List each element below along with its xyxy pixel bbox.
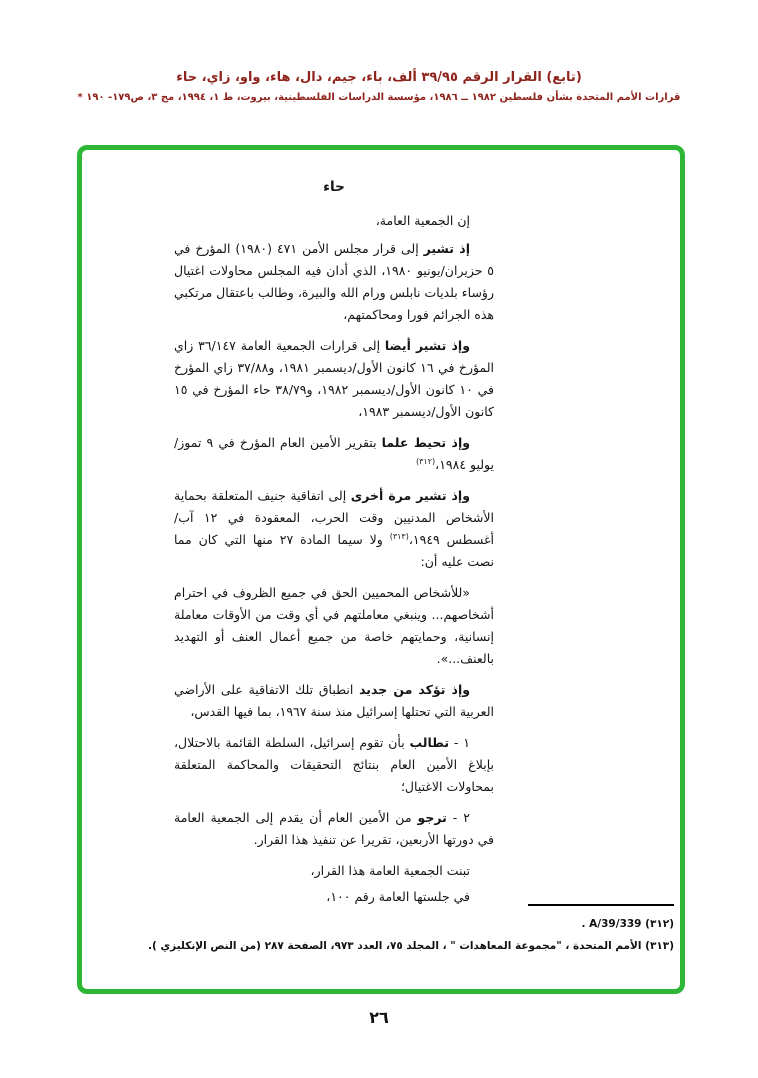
paragraph-text: من الأمين العام أن يقدم إلى الجمعية العامة في دورتها الأربعين، تقريرا عن تنفيذ هذا القرار. <box>174 810 494 847</box>
footnote-number: (٣١٢) <box>645 918 674 930</box>
section-heading: حاء <box>323 179 345 195</box>
footnote-text: A/39/339 . <box>581 918 642 930</box>
quoted-article-text: «للأشخاص المحميين الحق في جميع الظروف في احترام أشخاصهم... وينبغي معاملتهم في أي وقت من الأوقات معاملة إنسانية، وحمايتهم خاصة من جميع أعمال العنف أو التهديد بالعنف...». <box>174 585 494 666</box>
operative-lead: تطالب <box>409 735 450 750</box>
adoption-line-1: تبنت الجمعية العامة هذا القرار، <box>310 863 470 878</box>
adoption-line-2: في جلستها العامة رقم ١٠٠، <box>326 889 470 904</box>
footnote-text: الأمم المتحدة ، "مجموعة المعاهدات " ، المجلد ٧٥، العدد ٩٧٣، الصفحة ٢٨٧ (من النص الإنكليزي ). <box>148 940 642 952</box>
footnote-ref-313: (٣١٣) <box>389 531 409 541</box>
footnote-number: (٣١٣) <box>645 940 674 952</box>
preambular-lead: وإذ تؤكد من جديد <box>359 682 470 697</box>
preambular-paragraph-5 <box>174 679 494 723</box>
paragraph-text: بأن تقوم إسرائيل، السلطة القائمة بالاحتلال، بإبلاغ الأمين العام بنتائج التحقيقات والمحاكمة المتعلقة بمحاولات الاغتيال؛ <box>174 735 494 794</box>
paragraph-text: إلى اتفاقية جنيف المتعلقة بحماية الأشخاص المدنيين وقت الحرب، المعقودة في ١٢ آب/أغسطس ١٩٤٩، <box>174 488 494 547</box>
preambular-paragraph-2 <box>174 335 494 423</box>
paragraph-text: إلى قرارات الجمعية العامة ٣٦/١٤٧ زاي المؤرخ في ١٦ كانون الأول/ديسمبر ١٩٨١، و٣٧/٨٨ زاي المؤرخ في ١٠ كانون الأول/ديسمبر ١٩٨٢، و٣٨/٧٩ حاء المؤرخ في ١٥ كانون الأول/ديسمبر ١٩٨٣، <box>174 338 494 419</box>
resolution-title: (تابع) القرار الرقم ٣٩/٩٥ ألف، باء، جيم، دال، هاء، واو، زاي، حاء <box>176 70 582 85</box>
preambular-lead: وإذ تحيط علما <box>381 435 471 450</box>
footnote-separator <box>528 904 674 906</box>
operative-paragraph-1 <box>174 732 494 798</box>
page-header <box>0 70 758 103</box>
content-frame <box>77 145 685 994</box>
paragraph-text: انطباق تلك الاتفاقية على الأراضي العربية التي تحتلها إسرائيل منذ سنة ١٩٦٧، بما فيها القدس، <box>174 682 494 719</box>
preambular-paragraph-4 <box>174 485 494 573</box>
operative-number: ٢ - <box>446 810 470 825</box>
preambular-lead: وإذ تشير مرة أخرى <box>350 488 470 503</box>
operative-number: ١ - <box>449 735 470 750</box>
resolution-body <box>174 176 494 912</box>
source-citation: قرارات الأمم المتحدة بشأن فلسطين ١٩٨٢ ــ ١٩٨٦، مؤسسة الدراسات الفلسطينية، بيروت، ط ١، ١٩٩٤، مج ٣، ص١٧٩- ١٩٠ * <box>77 92 681 103</box>
operative-lead: ترجو <box>417 810 447 825</box>
operative-paragraph-2 <box>174 807 494 851</box>
opening-line: إن الجمعية العامة، <box>375 213 470 228</box>
footnote-312 <box>98 915 674 934</box>
preambular-paragraph-1 <box>174 238 494 326</box>
footnote-313 <box>98 937 674 956</box>
paragraph-text: إلى قرار مجلس الأمن ٤٧١ (١٩٨٠) المؤرخ في ٥ حزيران/يونيو ١٩٨٠، الذي أدان فيه المجلس محاولات اغتيال رؤساء بلديات نابلس ورام الله والبيرة، وطالب باعتقال مرتكبي هذه الجرائم فورا ومحاكمتهم، <box>174 241 494 322</box>
footnote-ref-312: (٣١٢) <box>416 456 436 466</box>
footnotes-section <box>98 904 674 959</box>
preambular-lead: إذ تشير <box>423 241 470 256</box>
preambular-lead: وإذ تشير أيضا <box>384 338 470 353</box>
page-number: ٢٦ <box>369 1008 389 1027</box>
paragraph-text: ولا سيما المادة ٢٧ منها التي كان مما نصت عليه أن: <box>174 532 494 569</box>
paragraph-text: بتقرير الأمين العام المؤرخ في ٩ تموز/يوليو ١٩٨٤، <box>174 435 494 472</box>
preambular-paragraph-3 <box>174 432 494 476</box>
